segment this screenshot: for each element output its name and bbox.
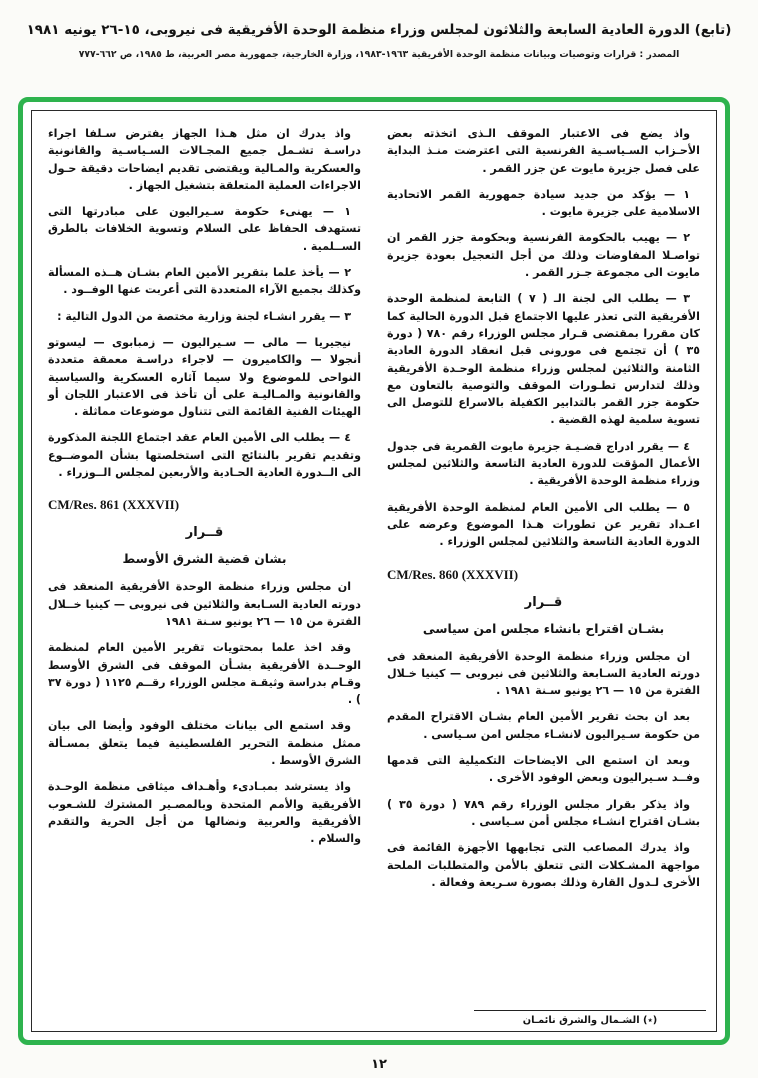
- document-inner-frame: [31, 110, 717, 1032]
- paragraph: وبعد ان استمع الى الايضاحات التكميلية التى قدمها وفــد سـيراليون وبعض الوفود الأخرى .: [387, 754, 700, 785]
- numbered-item: ١ — يؤكد من جديد سيادة جمهورية القمر الاتحادية الاسلامية على جزيرة مايوت .: [387, 187, 700, 219]
- paragraph: واذ يدرك ان مثل هـذا الجهاز يفترض سـلفا اجراء دراسـة تشـمل جميع المجـالات السـياسـية والقانونية والعسكرية والمـالية ويقتضى تقديم ايضاحات دقيقة حـول الاجراءات العملية المتعلقة بتشغيل الجهاز .: [48, 127, 361, 192]
- numbered-item: ٢ — يهيب بالحكومة الفرنسية وبحكومة جزر القمر ان تواصـلا المفاوضات وذلك من أجل التعجيل بعودة جزيرة مايوت الى مجموعة جـزر القمر .: [387, 231, 700, 280]
- res860-subtitle: بشـان اقتراح بانشاء مجلس امن سياسى: [422, 621, 665, 636]
- document-green-frame: [18, 97, 730, 1045]
- paragraph: بعد ان بحث تقرير الأمين العام بشـان الاقتراح المقدم من حكومة سـيراليون لانشـاء مجلس امن سـياسى .: [387, 710, 700, 741]
- page-number: ١٢: [371, 1057, 387, 1072]
- paragraph: واذ يضع فى الاعتبار الموقف الـذى اتخذته بعض الأحـزاب السـياسـية الفرنسية التى اعترضت منـذ البداية على فصل جزيرة مايوت عن جزر القمر .: [387, 127, 700, 175]
- numbered-item: ١ — يهنىء حكومة سـيراليون على مبادرتها التى تستهدف الحفاظ على السلام وتسوية الخلافات بالطرق الســلمية .: [48, 205, 361, 253]
- numbered-item: ٢ — يأخذ علما بتقرير الأمين العام بشـان هــذه المسألة وكذلك بجميع الآراء المتعددة التى أعربت عنها الوفــود .: [48, 266, 361, 297]
- country-list-paragraph: نيجيريا — مالى — سـيراليون — زمبابوى — ليسوتو أنجولا — والكاميرون — لاجراء دراسـة معمقة متعددة النواحى للموضوع ولا سيما آثاره العسكرية والسياسية والقانونية والمـاليـة على أن تأخذ فى الاعتبار اللجان أو الهيئات الفنية القائمة التى تتناول موضوعات مماثلة .: [48, 335, 361, 419]
- two-column-layout: [48, 125, 700, 900]
- numbered-item: ٤ — يقرر ادراج قضـيـة جزيرة مايوت القمرية فى جدول الأعمال المؤقت للدورة العادية التاسعة والثلاثين لمجلس وزراء منظمة الوحدة الأفريقية .: [387, 439, 700, 488]
- numbered-item: ٣ — يطلب الى لجنة الـ ( ٧ ) التابعة لمنظمة الوحدة الأفريقية التى تعذر عليها الاجتماع قبل الدورة الحالية كما كان مقررا بمقتضى قـرار مجلس الوزراء رقم ٧٨٠ ( دورة ٣٥ ) أن تجتمع فى مورونى قبل انعقاد الدورة العادية الثامنة والثلاثين لمجلس وزراء منظمة الوحـدة الأفريقية وذلك لتدارس تطـورات الموقف والتوصية بالتعاون مع حكومة جزر القمر بالتدابير الكفيلة بالاسراع للتوصل الى تسوية سلمية لهذه القضية .: [387, 292, 700, 427]
- paragraph: واذ يدرك المصاعب التى تجابهها الأجهزة القائمة فى مواجهة المشـكلات التى تتعلق بالأمن والمتطلبات الملحة الأخرى لـدول القارة وذلك بصورة سـريعة وفعالة .: [387, 841, 700, 889]
- paragraph: واذ يذكر بقرار مجلس الوزراء رقم ٧٨٩ ( دورة ٣٥ ) بشـان اقتراح انشـاء مجلس أمن سـياسى .: [387, 797, 700, 828]
- numbered-item: ٤ — يطلب الى الأمين العام عقد اجتماع اللجنة المذكورة وتقديم تقرير بالنتائج التى استخلصتها بشأن الموضــوع الى الــدورة العادية الحـادية والأربعين لمجلس الــوزراء .: [48, 431, 361, 480]
- numbered-item: ٣ — يقرر انشـاء لجنة وزارية مختصة من الدول التالية :: [57, 309, 351, 323]
- res861-id: CM/Res. 861 (XXXVII): [48, 497, 180, 513]
- numbered-item: ٥ — يطلب الى الأمين العام لمنظمة الوحدة الأفريقية اعـداد تقرير عن تطورات هـذا الموضوع وعرضه على الدورة العادية التاسعة والثلاثين لمجلس الوزراء .: [387, 500, 700, 549]
- res861-subtitle: بشان قضية الشرق الأوسط: [122, 552, 287, 567]
- column-right: [387, 125, 700, 900]
- header-source-line: المصدر : قرارات وتوصيات وبيانات منظمة الوحدة الأفريقية ١٩٦٣-١٩٨٣، وزارة الخارجية، جمهورية مصر العربية، ط ١٩٨٥، ص ٦٦٢-٧٧٧: [78, 49, 680, 60]
- footnote-rule: [474, 1010, 706, 1026]
- column-left: [48, 125, 361, 900]
- page-header: [0, 0, 758, 60]
- paragraph: ان مجلس وزراء منظمة الوحدة الأفريقية المنعقد فى دورته العادية السـابعة والثلاثين فى نيروبى — كينيا خــلال الفترة من ١٥ — ٢٦ يونيو سـنة ١٩٨١: [48, 580, 361, 628]
- paragraph: وقد استمع الى بيانات مختلف الوفود وأيضا الى بيان ممثل منظمة التحرير الفلسطينية فيما يتعلق بمسـألة الشرق الأوسط .: [48, 719, 361, 768]
- footnote-text: (٭) الشـمال والشرق نائمـان: [522, 1015, 658, 1026]
- res860-id: CM/Res. 860 (XXXVII): [387, 566, 519, 582]
- header-session-title: (تابع) الدورة العادية السابعة والثلاثون لمجلس وزراء منظمة الوحدة الأفريقية فى نيروبى، ١٥-٢٦ يونيه ١٩٨١: [26, 22, 732, 38]
- res861-title: قــرار: [185, 525, 224, 541]
- paragraph: واذ يسترشد بمبـادىء وأهـداف ميثاقى منظمة الوحـدة الأفريقية والأمم المتحدة وبالمصـير المشترك للشـعوب الأفريقية والعربية ونضالها من أجل الحرية والتقدم والسلام .: [48, 780, 361, 846]
- paragraph: ان مجلس وزراء منظمة الوحدة الأفريقية المنعقد فى دورته العادية السـابعة والثلاثين فى نيروبى — كينيا خـلال الفترة من ١٥ — ٢٦ يونيو سـنة ١٩٨١ .: [387, 649, 700, 698]
- res860-title: قــرار: [524, 594, 563, 610]
- paragraph: وقد اخذ علما بمحتويات تقرير الأمين العام لمنظمة الوحــدة الأفريقية بشـأن الموقف فى الشرق الأوسط وقـام بدراسة وثيقـة مجلس الوزراء رقــم ١١٢٥ ( دورة ٣٧ ) .: [48, 641, 361, 707]
